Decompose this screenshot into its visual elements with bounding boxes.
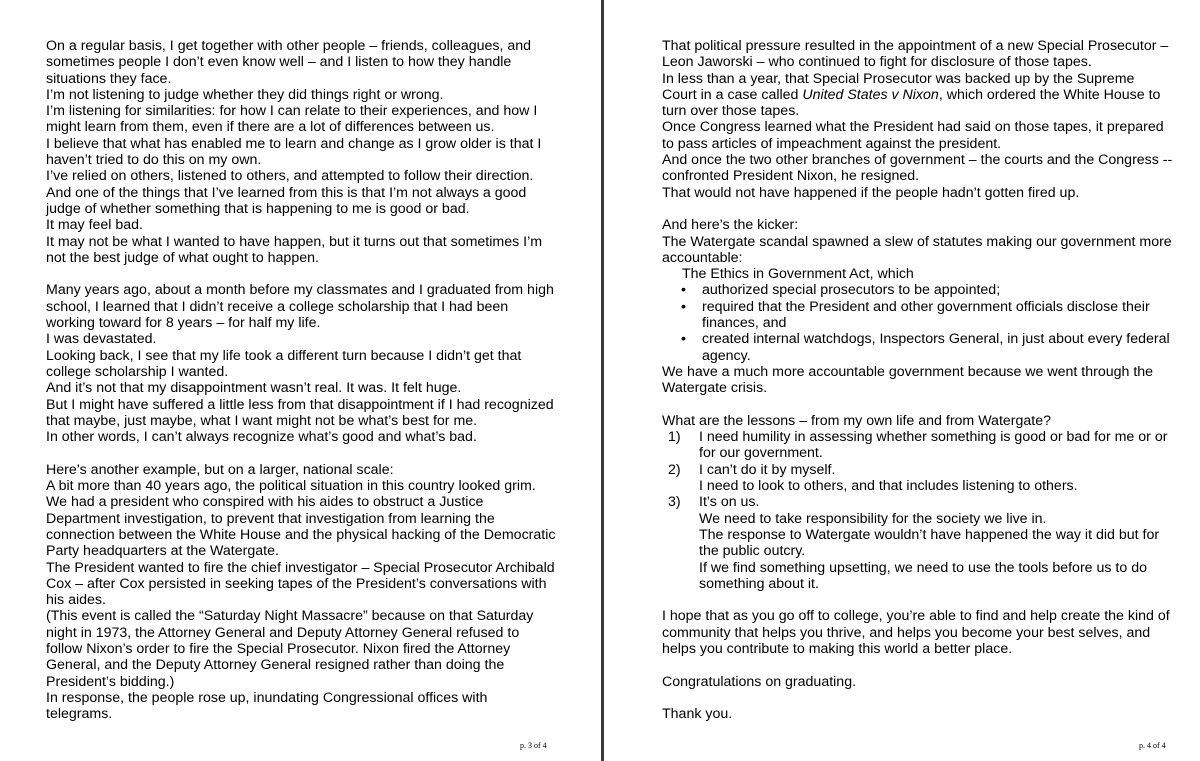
text-line: But I might have suffered a little less from that disappointment if I had recognized <box>46 396 554 413</box>
text-line: In less than a year, that Special Prosecutor was backed up by the Supreme <box>662 70 1135 87</box>
page-3-body <box>46 38 566 722</box>
case-name: United States v Nixon <box>802 86 939 103</box>
text-line: What are the lessons – from my own life and from Watergate? <box>662 412 1052 429</box>
numbered-continuation: If we find something upsetting, we need to use the tools before us to do <box>699 559 1147 576</box>
numbered-continuation: the public outcry. <box>699 543 806 560</box>
text-line: I believe that what has enabled me to learn and change as I grow older is that I <box>46 135 542 152</box>
text-line: In other words, I can’t always recognize what’s good and what’s bad. <box>46 429 477 446</box>
text-line: Leon Jaworski – who continued to fight for disclosure of those tapes. <box>662 54 1092 71</box>
text-line: Looking back, I see that my life took a different turn because I didn’t get that <box>46 347 522 364</box>
list-number: 3) <box>668 494 681 511</box>
text-line: school, I learned that I didn’t receive a college scholarship that I had been <box>46 298 509 315</box>
bullet-icon: • <box>681 331 686 348</box>
bullet-icon: • <box>681 298 686 315</box>
text-line: On a regular basis, I get together with other people – friends, colleagues, and <box>46 38 532 54</box>
bullet-icon: • <box>681 282 686 299</box>
text-line: haven’t tried to do this on my own. <box>46 152 262 169</box>
text-line: telegrams. <box>46 706 113 723</box>
text-line: The President wanted to fire the chief investigator – Special Prosecutor Archibald <box>46 559 555 576</box>
paragraph-gap <box>662 690 1184 706</box>
text-line: follow Nixon’s order to fire the Special Prosecutor. Nixon fired the Attorney <box>46 640 511 657</box>
text-line: General, and the Deputy Attorney General resigned rather than doing the <box>46 657 505 674</box>
paragraph-gap <box>46 445 566 461</box>
numbered-continuation: We need to take responsibility for the society we live in. <box>699 510 1047 527</box>
bullet-continuation: agency. <box>702 347 751 364</box>
page-number: p. 4 of 4 <box>1139 741 1166 750</box>
numbered-item <box>662 429 1184 445</box>
text-line: confronted President Nixon, he resigned. <box>662 168 920 185</box>
text-line: It may feel bad. <box>46 217 143 234</box>
text-line: Many years ago, about a month before my classmates and I graduated from high <box>46 282 554 299</box>
text-line: And it’s not that my disappointment wasn’t real. It was. It felt huge. <box>46 380 462 397</box>
numbered-continuation: something about it. <box>699 575 819 592</box>
text-line: community that helps you thrive, and helps you become your best selves, and <box>662 624 1151 641</box>
text-line: We had a president who conspired with his aides to obstruct a Justice <box>46 494 484 511</box>
text-line: college scholarship I wanted. <box>46 363 229 380</box>
bullet-text: authorized special prosecutors to be appointed; <box>702 282 1001 299</box>
text-line: That would not have happened if the people hadn’t gotten fired up. <box>662 184 1080 201</box>
text-line: Party headquarters at the Watergate. <box>46 543 279 560</box>
text-line: And once the two other branches of government – the courts and the Congress -- <box>662 152 1173 169</box>
text-line: And one of the things that I’ve learned from this is that I’m not always a good <box>46 184 527 201</box>
text-line: (This event is called the “Saturday Night Massacre” because on that Saturday <box>46 608 534 625</box>
numbered-text: I can’t do it by myself. <box>699 461 836 478</box>
paragraph-gap <box>662 397 1184 413</box>
text-line: connection between the White House and the physical hacking of the Democratic <box>46 526 556 543</box>
paragraph-gap <box>662 592 1184 608</box>
text-line: working toward for 8 years – for half my life. <box>46 315 321 332</box>
numbered-continuation: I need to look to others, and that includes listening to others. <box>699 478 1078 495</box>
numbered-item <box>662 462 1184 478</box>
text-line <box>662 87 1184 103</box>
numbered-continuation: for our government. <box>699 445 823 462</box>
text-line: We have a much more accountable government because we went through the <box>662 363 1154 380</box>
paragraph-gap <box>46 266 566 282</box>
text-line: helps you contribute to making this world a better place. <box>662 640 1013 657</box>
text-line: Here’s another example, but on a larger, national scale: <box>46 461 394 478</box>
text-segment: Court in a case called <box>662 86 803 103</box>
page-4-body <box>662 38 1184 722</box>
text-line: That political pressure resulted in the appointment of a new Special Prosecutor – <box>662 38 1169 54</box>
bullet-item <box>662 282 1184 298</box>
paragraph-gap <box>662 657 1184 673</box>
text-line: A bit more than 40 years ago, the political situation in this country looked grim. <box>46 478 536 495</box>
text-line: Congratulations on graduating. <box>662 673 857 690</box>
text-line: that maybe, just maybe, what I want might not be what’s best for me. <box>46 412 478 429</box>
text-line: In response, the people rose up, inundating Congressional offices with <box>46 689 488 706</box>
text-line: President’s bidding.) <box>46 673 175 690</box>
text-line: Department investigation, to prevent that investigation from learning the <box>46 510 495 527</box>
text-line: The Ethics in Government Act, which <box>682 266 914 283</box>
numbered-continuation: The response to Watergate wouldn’t have happened the way it did but for <box>699 526 1160 543</box>
text-line: to pass articles of impeachment against the president. <box>662 135 1002 152</box>
text-line: night in 1973, the Attorney General and Deputy Attorney General refused to <box>46 624 520 641</box>
text-line: his aides. <box>46 592 106 609</box>
text-segment: , which ordered the White House to <box>938 86 1161 103</box>
numbered-text: It’s on us. <box>699 494 760 511</box>
text-line: The Watergate scandal spawned a slew of statutes making our government more <box>662 233 1172 250</box>
bullet-continuation: finances, and <box>702 315 787 332</box>
text-line: Once Congress learned what the President had said on those tapes, it prepared <box>662 119 1164 136</box>
bullet-item <box>662 331 1184 347</box>
paragraph-gap <box>662 201 1184 217</box>
text-line: And here’s the kicker: <box>662 217 799 234</box>
text-line: situations they face. <box>46 70 172 87</box>
text-line: not the best judge of what ought to happen. <box>46 249 319 266</box>
text-line: I’m not listening to judge whether they did things right or wrong. <box>46 86 444 103</box>
page-4 <box>604 0 1200 761</box>
text-line: turn over those tapes. <box>662 103 800 120</box>
bullet-text: required that the President and other government officials disclose their <box>702 298 1150 315</box>
list-number: 2) <box>668 461 681 478</box>
text-line: sometimes people I don’t even know well – and I listen to how they handle <box>46 54 512 71</box>
text-line: judge of whether something that is happening to me is good or bad. <box>46 200 470 217</box>
text-line: It may not be what I wanted to have happen, but it turns out that sometimes I’m <box>46 233 543 250</box>
text-line: Thank you. <box>662 706 733 723</box>
text-line: might learn from them, even if there are a lot of differences between us. <box>46 119 495 136</box>
text-line: Cox – after Cox persisted in seeking tapes of the President’s conversations with <box>46 575 547 592</box>
list-number: 1) <box>668 429 681 446</box>
text-line: accountable: <box>662 249 743 266</box>
numbered-item <box>662 494 1184 510</box>
text-line: Watergate crisis. <box>662 380 768 397</box>
text-line: I’m listening for similarities: for how I can relate to their experiences, and how I <box>46 103 538 120</box>
bullet-text: created internal watchdogs, Inspectors General, in just about every federal <box>702 331 1170 348</box>
text-line: I’ve relied on others, listened to others, and attempted to follow their direction. <box>46 168 534 185</box>
numbered-text: I need humility in assessing whether something is good or bad for me or or <box>699 429 1168 446</box>
page-number: p. 3 of 4 <box>520 741 547 750</box>
bullet-item <box>662 299 1184 315</box>
text-line: I was devastated. <box>46 331 157 348</box>
text-line: I hope that as you go off to college, you’re able to find and help create the kind of <box>662 608 1170 625</box>
